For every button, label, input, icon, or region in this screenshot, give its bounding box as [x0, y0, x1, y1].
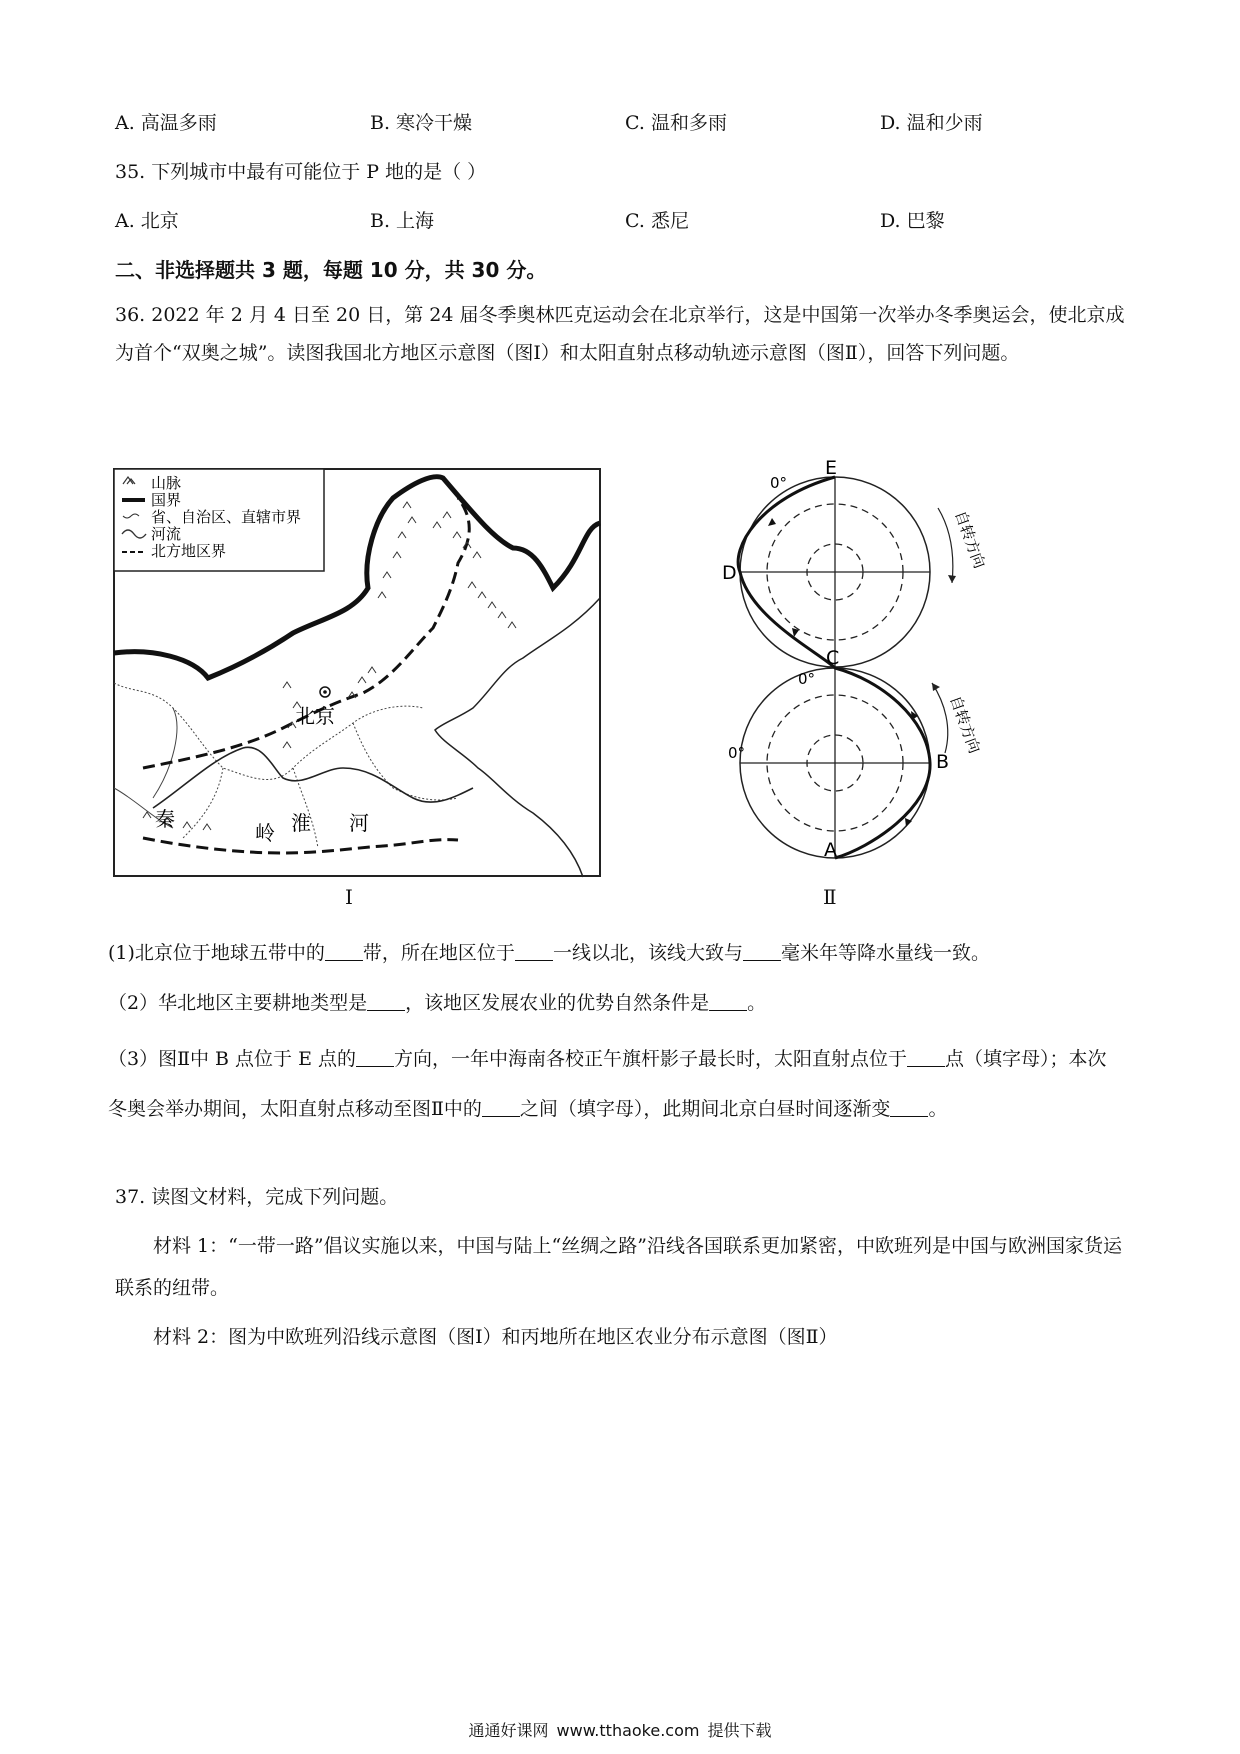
- label-huai: 淮: [291, 811, 311, 835]
- q35-option-c: C. 悉尼: [625, 210, 689, 232]
- q34-option-b: B. 寒冷干燥: [370, 112, 473, 134]
- rotation-label-lower: 自转方向: [946, 693, 984, 756]
- footer-suffix: 提供下载: [707, 1721, 772, 1740]
- point-c: C: [826, 647, 840, 669]
- legend-region: 北方地区界: [151, 542, 227, 560]
- solar-orbit-diagram: [700, 458, 990, 868]
- q37-material1: 材料 1：“一带一路”倡议实施以来，中国与陆上“丝绸之路”沿线各国联系更加紧密，中欧班列是中国与欧洲国家货运联系的纽带。: [115, 1235, 1122, 1299]
- rotation-label-upper: 自转方向: [951, 508, 989, 571]
- point-a: A: [824, 839, 837, 861]
- legend-river: 河流: [151, 525, 182, 543]
- point-e: E: [825, 458, 838, 479]
- q36-sub3: （3）图Ⅱ中 B 点位于 E 点的 方向，一年中海南各校正午旗杆影子最长时，太阳直射点位于 点（填字母）；本次冬奥会举办期间，太阳直射点移动至图Ⅱ中的 之间（填字母），此期间北京白昼时间逐渐变 。: [108, 1048, 1107, 1120]
- section-heading: 二、非选择题共 3 题，每题 10 分，共 30 分。: [115, 258, 547, 282]
- figure-1-caption: Ⅰ: [345, 885, 353, 909]
- q36-sub1: (1)北京位于地球五带中的 带，所在地区位于 一线以北，该线大致与 毫米年等降水量线一致。: [108, 942, 990, 964]
- legend-province: 省、自治区、直辖市界: [151, 508, 302, 526]
- rotation-arrow-lower-icon: [932, 683, 948, 753]
- q35-option-a: A. 北京: [115, 210, 179, 232]
- label-qin: 秦: [155, 807, 175, 831]
- q36-sub2: （2）华北地区主要耕地类型是 ，该地区发展农业的优势自然条件是 。: [108, 992, 767, 1014]
- degree-label-lower: 0°: [728, 744, 746, 762]
- legend-mountain: 山脉: [151, 474, 182, 492]
- q34-option-a: A. 高温多雨: [115, 112, 217, 134]
- figure-2-caption: Ⅱ: [823, 885, 837, 909]
- q35-option-b: B. 上海: [370, 210, 435, 232]
- point-d: D: [722, 562, 737, 584]
- q37-material2: 材料 2：图为中欧班列沿线示意图（图Ⅰ）和丙地所在地区农业分布示意图（图Ⅱ）: [153, 1326, 838, 1348]
- degree-label-middle: 0°: [798, 670, 816, 688]
- q35-option-d: D. 巴黎: [880, 210, 945, 232]
- label-ling: 岭: [255, 821, 275, 845]
- q34-option-d: D. 温和少雨: [880, 112, 983, 134]
- q34-option-c: C. 温和多雨: [625, 112, 727, 134]
- q37-stem: 37. 读图文材料，完成下列问题。: [115, 1186, 399, 1208]
- footer-url[interactable]: www.tthaoke.com: [556, 1721, 700, 1740]
- north-china-map: [113, 468, 601, 878]
- rotation-arrow-upper-icon: [938, 508, 953, 583]
- point-b: B: [936, 751, 950, 773]
- legend-border: 国界: [151, 491, 182, 509]
- label-beijing: 北京: [295, 704, 335, 728]
- footer-site: 通通好课网: [468, 1721, 549, 1740]
- label-he: 河: [349, 811, 369, 835]
- q36-intro: 36. 2022 年 2 月 4 日至 20 日，第 24 届冬季奥林匹克运动会在北京举行，这是中国第一次举办冬季奥运会，使北京成为首个“双奥之城”。读图我国北方地区示意图（图Ⅰ）和太阳直射点移动轨迹示意图（图Ⅱ），回答下列问题。: [115, 304, 1125, 364]
- q35-stem: 35. 下列城市中最有可能位于 P 地的是（ ）: [115, 161, 487, 183]
- page-footer: [0, 1718, 1240, 1741]
- degree-label-upper: 0°: [770, 474, 788, 492]
